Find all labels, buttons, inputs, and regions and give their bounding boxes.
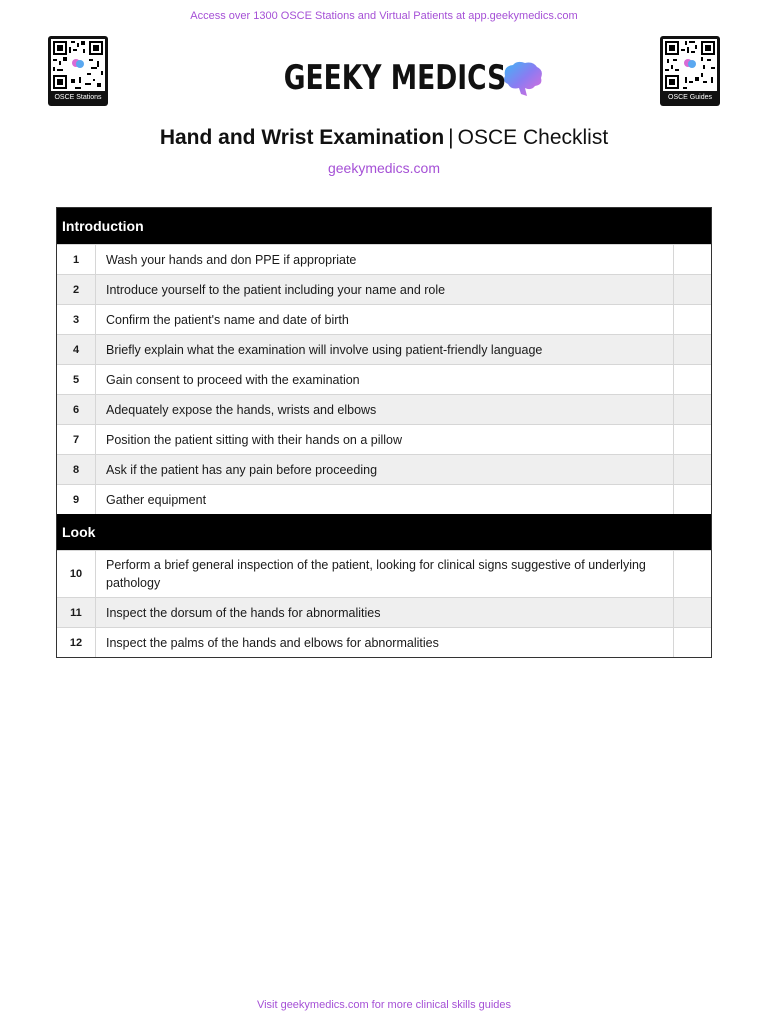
checkbox-cell[interactable] [673, 365, 711, 394]
top-banner-link[interactable]: Access over 1300 OSCE Stations and Virtual Patients at app.geekymedics.com [190, 10, 578, 22]
checklist-row [57, 597, 711, 627]
checklist-row [57, 364, 711, 394]
geeky-medics-logo [0, 58, 768, 98]
qr-caption: OSCE Stations [54, 94, 102, 101]
section-header: Introduction [57, 208, 711, 244]
checkbox-cell[interactable] [673, 485, 711, 514]
item-text: Wash your hands and don PPE if appropriate [106, 252, 357, 267]
qr-caption: OSCE Guides [668, 94, 712, 101]
item-text: Gather equipment [106, 492, 207, 507]
section-header: Look [57, 514, 711, 550]
item-number: 10 [57, 551, 96, 597]
page-title [0, 126, 768, 150]
checklist-row [57, 484, 711, 514]
item-text: Ask if the patient has any pain before proceeding [106, 462, 378, 477]
item-number: 5 [57, 365, 96, 394]
checkbox-cell[interactable] [673, 275, 711, 304]
item-text: Gain consent to proceed with the examination [106, 372, 360, 387]
title-main: Hand and Wrist Examination [159, 126, 445, 149]
checklist-row [57, 274, 711, 304]
item-text: Position the patient sitting with their hands on a pillow [106, 432, 403, 447]
checklist-row [57, 627, 711, 657]
checkbox-cell[interactable] [673, 245, 711, 274]
checklist-row [57, 424, 711, 454]
title-suffix: OSCE Checklist [457, 126, 609, 149]
item-number: 12 [57, 628, 96, 657]
item-number: 4 [57, 335, 96, 364]
checklist-row [57, 550, 711, 597]
item-text: Briefly explain what the examination will involve using patient-friendly language [106, 342, 543, 357]
checklist-row [57, 304, 711, 334]
item-number: 9 [57, 485, 96, 514]
item-text: Introduce yourself to the patient including your name and role [106, 282, 446, 297]
logo-text: GEEKY MEDICS [284, 58, 507, 98]
checklist-row [57, 394, 711, 424]
item-text: Adequately expose the hands, wrists and elbows [106, 402, 377, 417]
checklist-row [57, 244, 711, 274]
checkbox-cell[interactable] [673, 628, 711, 657]
item-text: Inspect the dorsum of the hands for abnormalities [106, 605, 381, 620]
footer-link[interactable]: Visit geekymedics.com for more clinical skills guides [256, 999, 512, 1011]
item-text: Confirm the patient's name and date of birth [106, 312, 349, 327]
checkbox-cell[interactable] [673, 455, 711, 484]
site-link[interactable]: geekymedics.com [327, 160, 441, 176]
checkbox-cell[interactable] [673, 551, 711, 597]
item-number: 7 [57, 425, 96, 454]
checklist-row [57, 334, 711, 364]
checklist-row [57, 454, 711, 484]
item-number: 2 [57, 275, 96, 304]
item-number: 3 [57, 305, 96, 334]
checkbox-cell[interactable] [673, 395, 711, 424]
checkbox-cell[interactable] [673, 335, 711, 364]
item-number: 6 [57, 395, 96, 424]
checkbox-cell[interactable] [673, 598, 711, 627]
checkbox-cell[interactable] [673, 425, 711, 454]
checklist-table [56, 207, 712, 658]
title-separator: | [448, 126, 454, 149]
item-number: 8 [57, 455, 96, 484]
item-number: 11 [57, 598, 96, 627]
item-text: Inspect the palms of the hands and elbows for abnormalities [106, 635, 439, 650]
item-number: 1 [57, 245, 96, 274]
checkbox-cell[interactable] [673, 305, 711, 334]
item-text: Perform a brief general inspection of the patient, looking for clinical signs suggestive of underlying pathology [106, 558, 646, 590]
